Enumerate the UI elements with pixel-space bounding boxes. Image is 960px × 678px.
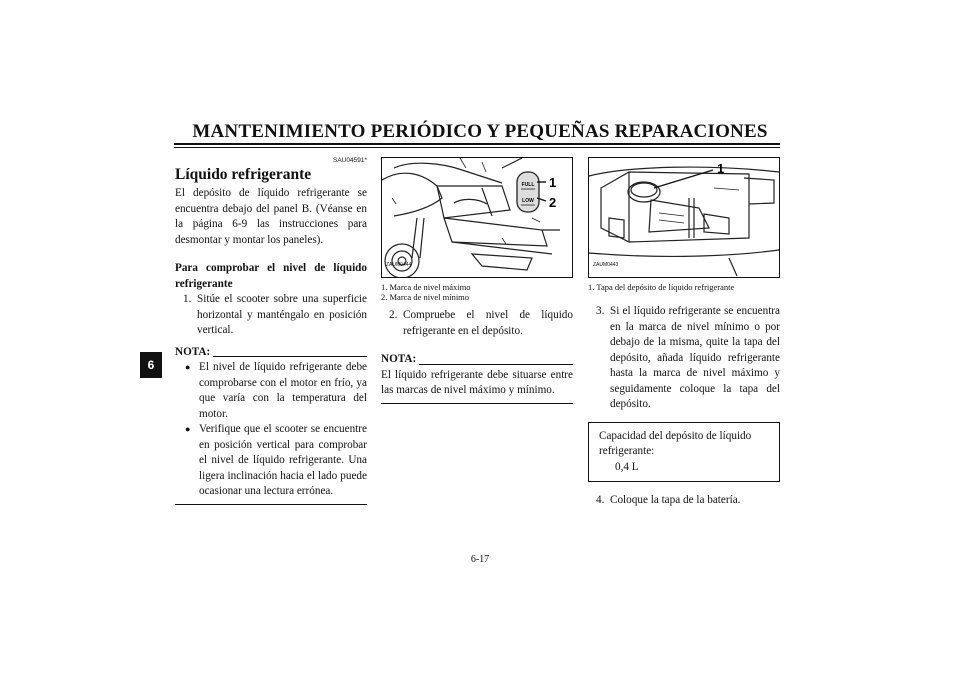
note-end-rule [175,504,367,505]
column-1 [175,157,367,505]
step-number: 2. [389,309,398,321]
section-heading: Líquido refrigerante [175,166,312,183]
note-bullet-2 [185,422,367,500]
callout-1: 1 [717,161,725,176]
column-3 [588,157,780,509]
page-number: 6-17 [470,554,490,565]
note-text: El líquido refrigerante debe situarse entre las marcas de nivel máximo y mínimo. [381,368,573,396]
scooter-coolant-figure [381,157,573,278]
step-1 [183,292,367,339]
step-3 [596,304,780,413]
step-text: Coloque la tapa de la batería. [610,494,741,506]
subheading: Para comprobar el nivel de líquido refrigerante [175,262,367,290]
bullet-icon: ● [185,362,191,372]
note-heading [175,345,367,361]
header-rule-thin [174,147,780,148]
note-label: NOTA: [381,353,417,365]
figure-caption-1: 1. Tapa del depósito de líquido refrigerante [588,282,735,292]
coolant-cap-figure [588,157,780,278]
figure-caption-1: 1. Marca de nivel máximo [381,282,471,292]
capacity-value: 0,4 L [615,460,639,473]
figure-caption-2: 2. Marca de nivel mínimo [381,292,470,302]
capacity-box [588,422,780,483]
bullet-icon: ● [185,424,191,434]
note-end-rule [381,403,573,404]
step-number: 4. [596,494,605,506]
step-text: Sitúe el scooter sobre una superficie horizontal y manténgalo en posición vertical. [197,293,367,336]
intro-paragraph: El depósito de líquido refrigerante se encuentra debajo del panel B. (Véanse en la página 6-9 las instrucciones para desmontar y montar los paneles). [175,187,367,246]
step-2 [389,308,573,339]
bullet-text: El nivel de líquido refrigerante debe comprobarse con el motor en frío, ya que varía con la temperatura del motor. [199,361,367,420]
header-rule [174,143,780,145]
capacity-label: Capacidad del depósito de líquido [599,429,752,442]
tank-full-mark: FULL [521,182,535,188]
bullet-text: Verifique que el scooter se encuentre en posición vertical para comprobar el nivel de líquido refrigerante. Una ligera inclinación hacia el lado puede ocasionar una lectura errónea. [199,423,367,497]
note-label: NOTA: [175,345,211,358]
step-4 [596,493,780,509]
note-rule [419,364,573,365]
figure-code: ZAUM0443 [593,261,619,268]
step-number: 1. [183,293,192,305]
tank-low-mark: LOW [522,198,534,204]
chapter-tab: 6 [140,352,162,378]
callout-2: 2 [549,195,557,210]
note-heading [381,352,573,368]
figure-code: ZAUM0444 [386,261,412,268]
capacity-label-2: refrigerante: [599,445,655,457]
step-text: Si el líquido refrigerante se encuentra en la marca de nivel mínimo o por debajo de la misma, quite la tapa del depósito, añada líquido refrigerante hasta la marca de nivel máximo y seguidamente coloque la tapa del depósito. [610,305,780,410]
page-header-title: MANTENIMIENTO PERIÓDICO Y PEQUEÑAS REPARACIONES [192,121,768,142]
step-text: Compruebe el nivel de líquido refrigerante en el depósito. [403,309,573,337]
column-2 [381,157,573,404]
step-number: 3. [596,305,605,317]
callout-1: 1 [549,175,557,190]
section-code: SAU04591* [333,157,367,164]
note-bullet-1 [185,360,367,422]
note-rule [213,356,367,357]
